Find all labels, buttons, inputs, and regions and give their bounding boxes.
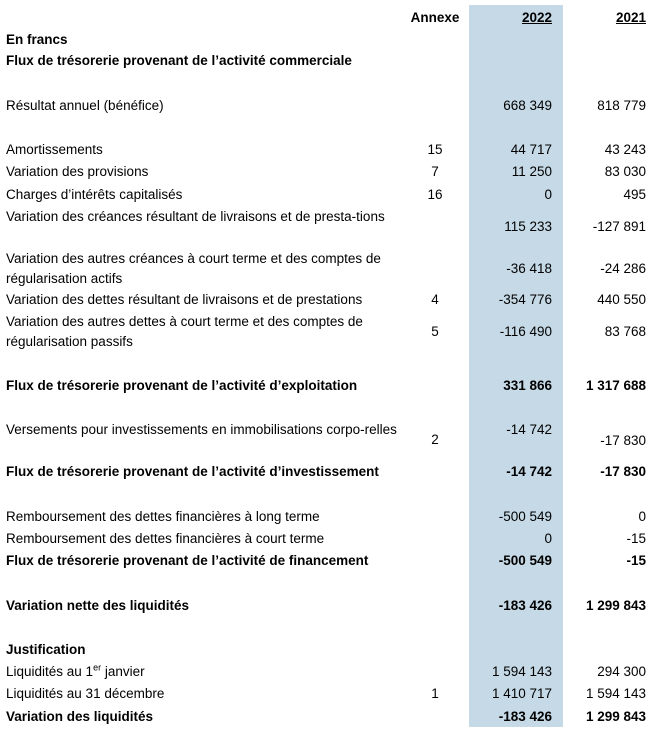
row-label: Liquidités au 1er janvier: [6, 662, 145, 679]
value-2022: 1 410 717: [491, 686, 552, 701]
value-2022: -500 549: [498, 509, 552, 524]
value-2022: -116 490: [499, 324, 552, 339]
financing-cashflow-label: Flux de trésorerie provenant de l’activité de financement: [6, 553, 369, 568]
year-2022-header: 2022: [521, 10, 552, 25]
row-label: Variation des provisions: [6, 164, 149, 179]
value-2021: 1 317 688: [585, 378, 646, 393]
value-2022: -354 776: [498, 292, 552, 307]
value-2021: 83 030: [604, 164, 646, 179]
value-2021: -17 830: [600, 433, 646, 448]
value-2022: -36 418: [506, 261, 552, 276]
row-label: Variation des dettes résultant de livraisons et de prestations: [6, 292, 363, 307]
annexe-header: Annexe: [410, 10, 460, 25]
row-label: Remboursement des dettes financières à court terme: [6, 531, 325, 546]
annexe-ref: 4: [431, 292, 439, 307]
value-2021: -15: [626, 553, 646, 568]
value-2021: 43 243: [604, 142, 646, 157]
row-label: Variation des autres dettes à court terme et des comptes de régularisation passifs: [6, 314, 363, 349]
annexe-ref: 15: [427, 142, 443, 157]
value-2021: 0: [638, 509, 646, 524]
value-2022: -183 426: [498, 598, 552, 613]
value-2022: 331 866: [503, 378, 552, 393]
annexe-ref: 5: [431, 324, 439, 339]
value-2022: 11 250: [511, 164, 552, 179]
value-2022: 115 233: [504, 219, 552, 234]
value-2022: -14 742: [506, 464, 552, 479]
value-2021: -24 286: [600, 261, 646, 276]
section-title: Flux de trésorerie provenant de l’activité commerciale: [6, 53, 352, 68]
value-2022: 1 594 143: [491, 664, 552, 679]
annexe-ref: 16: [427, 187, 443, 202]
investing-cashflow-label: Flux de trésorerie provenant de l’activité d’investissement: [6, 464, 379, 479]
value-2022: 668 349: [503, 98, 552, 113]
value-2021: 440 550: [597, 292, 646, 307]
liquidity-change-label: Variation des liquidités: [6, 709, 154, 724]
value-2022: 44 717: [510, 142, 552, 157]
annexe-ref: 7: [431, 164, 439, 179]
row-label: Liquidités au 31 décembre: [6, 686, 165, 701]
value-2021: 1 299 843: [585, 709, 646, 724]
justification-heading: Justification: [6, 642, 86, 657]
row-label: Variation des créances résultant de livraisons et de presta-tions: [6, 209, 385, 224]
value-2021: 818 779: [597, 98, 646, 113]
annexe-ref: 1: [431, 686, 439, 701]
row-label: Versements pour investissements en immobilisations corpo-relles: [6, 422, 397, 437]
value-2021: -127 891: [592, 219, 646, 234]
year-2021-header: 2021: [615, 10, 646, 25]
operating-cashflow-label: Flux de trésorerie provenant de l’activité d’exploitation: [6, 378, 358, 393]
net-liquidity-change-label: Variation nette des liquidités: [6, 598, 190, 613]
row-label: Amortissements: [6, 142, 103, 157]
row-label: Variation des autres créances à court terme et des comptes de régularisation actifs: [6, 251, 381, 286]
unit-label: En francs: [6, 32, 68, 47]
row-label: Remboursement des dettes financières à long terme: [6, 509, 320, 524]
row-label: Charges d’intérêts capitalisés: [6, 187, 183, 202]
annexe-ref: 2: [431, 432, 439, 447]
value-2022: 0: [544, 531, 552, 546]
value-2022: 0: [544, 187, 552, 202]
value-2021: -17 830: [600, 464, 646, 479]
row-label: Résultat annuel (bénéfice): [6, 98, 164, 113]
value-2022: -14 742: [506, 422, 552, 437]
value-2021: 294 300: [597, 664, 646, 679]
value-2021: 1 299 843: [585, 598, 646, 613]
value-2022: -183 426: [498, 709, 552, 724]
value-2021: -15: [626, 531, 646, 546]
value-2022: -500 549: [498, 553, 552, 568]
value-2021: 1 594 143: [585, 686, 646, 701]
value-2021: 83 768: [604, 324, 646, 339]
value-2021: 495: [623, 187, 646, 202]
